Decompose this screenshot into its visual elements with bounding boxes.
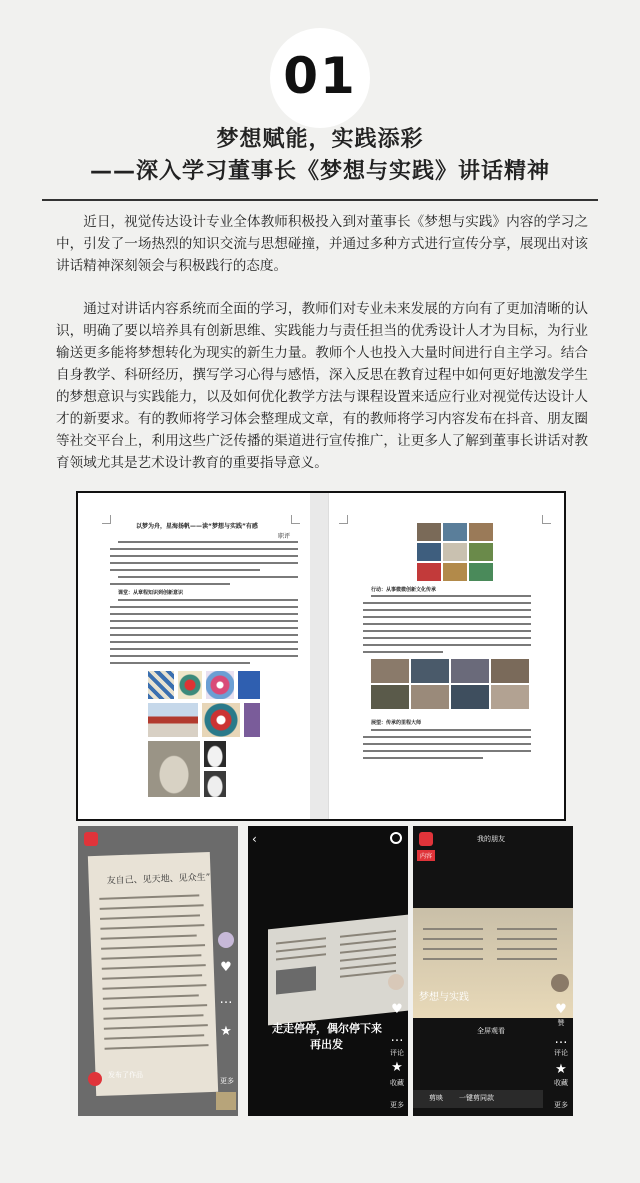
doc-photo-pattern xyxy=(206,671,234,699)
number-badge xyxy=(270,28,370,128)
doc-photo-vase xyxy=(204,771,226,797)
phone-screenshot-1 xyxy=(78,826,238,1116)
doc-photo-pattern xyxy=(202,703,240,737)
brand-label: 梦想与实践 xyxy=(419,992,469,1003)
more-label[interactable]: 更多 xyxy=(390,1101,404,1109)
doc-photo-building xyxy=(148,703,198,737)
doc-photo-pattern xyxy=(148,671,174,699)
title-divider xyxy=(42,199,598,201)
doc-photo-vase xyxy=(204,741,226,767)
doc-left-author: 职评 xyxy=(278,533,291,540)
comment-label: 评论 xyxy=(390,1049,404,1057)
back-icon[interactable]: ‹ xyxy=(252,832,257,846)
doc-photo-group xyxy=(443,563,467,581)
doc-photo-pattern xyxy=(244,703,260,737)
doc-photo-classroom xyxy=(451,659,489,683)
phone-screenshot-3 xyxy=(413,826,573,1116)
doc-photo-classroom xyxy=(371,659,409,683)
bottom-bar[interactable] xyxy=(413,1090,543,1108)
phone-screenshot-2 xyxy=(248,826,408,1116)
document-left-page xyxy=(78,493,311,819)
avatar[interactable] xyxy=(551,974,569,992)
title-line-1: 梦想赋能，实践添彩 xyxy=(216,127,424,152)
fullscreen-button[interactable]: 全屏观看 xyxy=(477,1027,505,1035)
bottom-action[interactable]: 一键剪同款 xyxy=(459,1094,494,1102)
book-photo xyxy=(413,908,573,1018)
doc-photo-pattern xyxy=(238,671,260,699)
star-icon[interactable]: ★ xyxy=(220,1024,232,1039)
doc-photo-group xyxy=(469,563,493,581)
doc-left-heading: 以梦为舟，星海扬帆——读“梦想与实践”有感 xyxy=(136,523,258,530)
heart-icon[interactable]: ♥ xyxy=(391,1002,403,1017)
document-screenshot xyxy=(76,491,566,821)
document-right-page xyxy=(328,493,561,819)
doc-photo-classroom xyxy=(451,685,489,709)
video-caption-line-2: 再出发 xyxy=(310,1038,343,1051)
comment-icon[interactable]: … xyxy=(390,1030,404,1045)
app-logo-icon xyxy=(419,832,433,846)
like-label: 赞 xyxy=(557,1019,565,1027)
doc-photo-group xyxy=(443,523,467,541)
doc-photo-classroom xyxy=(371,685,409,709)
comment-label: 评论 xyxy=(554,1049,568,1057)
collect-label: 收藏 xyxy=(554,1079,568,1087)
doc-photo-group xyxy=(443,543,467,561)
doc-photo-group xyxy=(469,543,493,561)
doc-left-subheading: 课堂：从章程知识到创新意识 xyxy=(118,590,184,596)
doc-photo-classroom xyxy=(491,659,529,683)
post-label: 发布了作品 xyxy=(108,1071,143,1079)
doc-photo-group xyxy=(417,523,441,541)
page-corner-mark xyxy=(339,515,348,524)
book-heading: 友自己、见天地、见众生” xyxy=(106,872,211,887)
doc-photo-classroom xyxy=(491,685,529,709)
page-corner-mark xyxy=(102,515,111,524)
book-photo xyxy=(268,915,408,1026)
paragraph-body: 通过对讲话内容系统而全面的学习，教师们对专业未来发展的方向有了更加清晰的认识，明确了要以培养具有创新思维、实践能力与责任担当的优秀设计人才为目标，为行业输送更多能将梦想转化为现实的新生力量。教师个人也投入大量时间进行自主学习。结合自身教学、科研经历，撰写学习心得与感悟，深入反思在教育过程中如何更好地激发学生的梦想意识与实践能力，以及如何优化教学方法与课程设置来适应行业对视觉传达设计人才的新要求。有的教师将学习体会整理成文章，有的教师将学习内容发布在抖音、朋友圈等社交平台上，利用这些广泛传播的渠道进行宣传推广，让更多人了解到董事长讲话对教育领域尤其是艺术设计教育的重要指导意义。 xyxy=(56,301,588,471)
heart-icon[interactable]: ♥ xyxy=(555,1002,567,1017)
badge-number: 01 xyxy=(283,47,357,105)
top-label: 我的朋友 xyxy=(477,835,505,843)
doc-right-heading-1: 行动：从事微微创新文化传承 xyxy=(371,587,437,593)
comment-icon[interactable]: … xyxy=(219,992,233,1007)
avatar[interactable] xyxy=(218,932,234,948)
more-label[interactable]: 更多 xyxy=(220,1077,234,1085)
content-tag: 内容 xyxy=(417,850,435,861)
doc-right-heading-2: 展望：传承的里程大师 xyxy=(371,720,422,726)
search-icon[interactable] xyxy=(390,832,402,844)
bottom-label: 剪映 xyxy=(429,1094,443,1102)
collect-label: 收藏 xyxy=(390,1079,404,1087)
star-icon[interactable]: ★ xyxy=(391,1060,403,1075)
star-icon[interactable]: ★ xyxy=(555,1062,567,1077)
app-logo-icon xyxy=(84,832,98,846)
heart-icon[interactable]: ♥ xyxy=(220,960,232,975)
title-line-2: ——深入学习董事长《梦想与实践》讲话精神 xyxy=(89,159,550,184)
page-corner-mark xyxy=(291,515,300,524)
record-button[interactable] xyxy=(88,1072,102,1086)
paragraph-intro: 近日，视觉传达设计专业全体教师积极投入到对董事长《梦想与实践》内容的学习之中，引发了一场热烈的知识交流与思想碰撞，并通过多种方式进行宣传分享，展现出对该讲话精神深刻领会与积极践行的态度。 xyxy=(56,214,588,274)
comment-icon[interactable]: … xyxy=(554,1032,568,1047)
video-caption-line-1: 走走停停，偶尔停下来 xyxy=(272,1022,382,1035)
book-page xyxy=(88,852,218,1096)
document-gutter xyxy=(310,493,328,819)
doc-photo-vase xyxy=(148,741,200,797)
doc-photo-classroom xyxy=(411,685,449,709)
doc-photo-group xyxy=(417,543,441,561)
doc-photo-group xyxy=(469,523,493,541)
avatar[interactable] xyxy=(388,974,404,990)
page-corner-mark xyxy=(542,515,551,524)
doc-photo-group xyxy=(417,563,441,581)
doc-photo-pattern xyxy=(178,671,202,699)
more-label[interactable]: 更多 xyxy=(554,1101,568,1109)
thumbnail[interactable] xyxy=(216,1092,236,1110)
doc-photo-classroom xyxy=(411,659,449,683)
